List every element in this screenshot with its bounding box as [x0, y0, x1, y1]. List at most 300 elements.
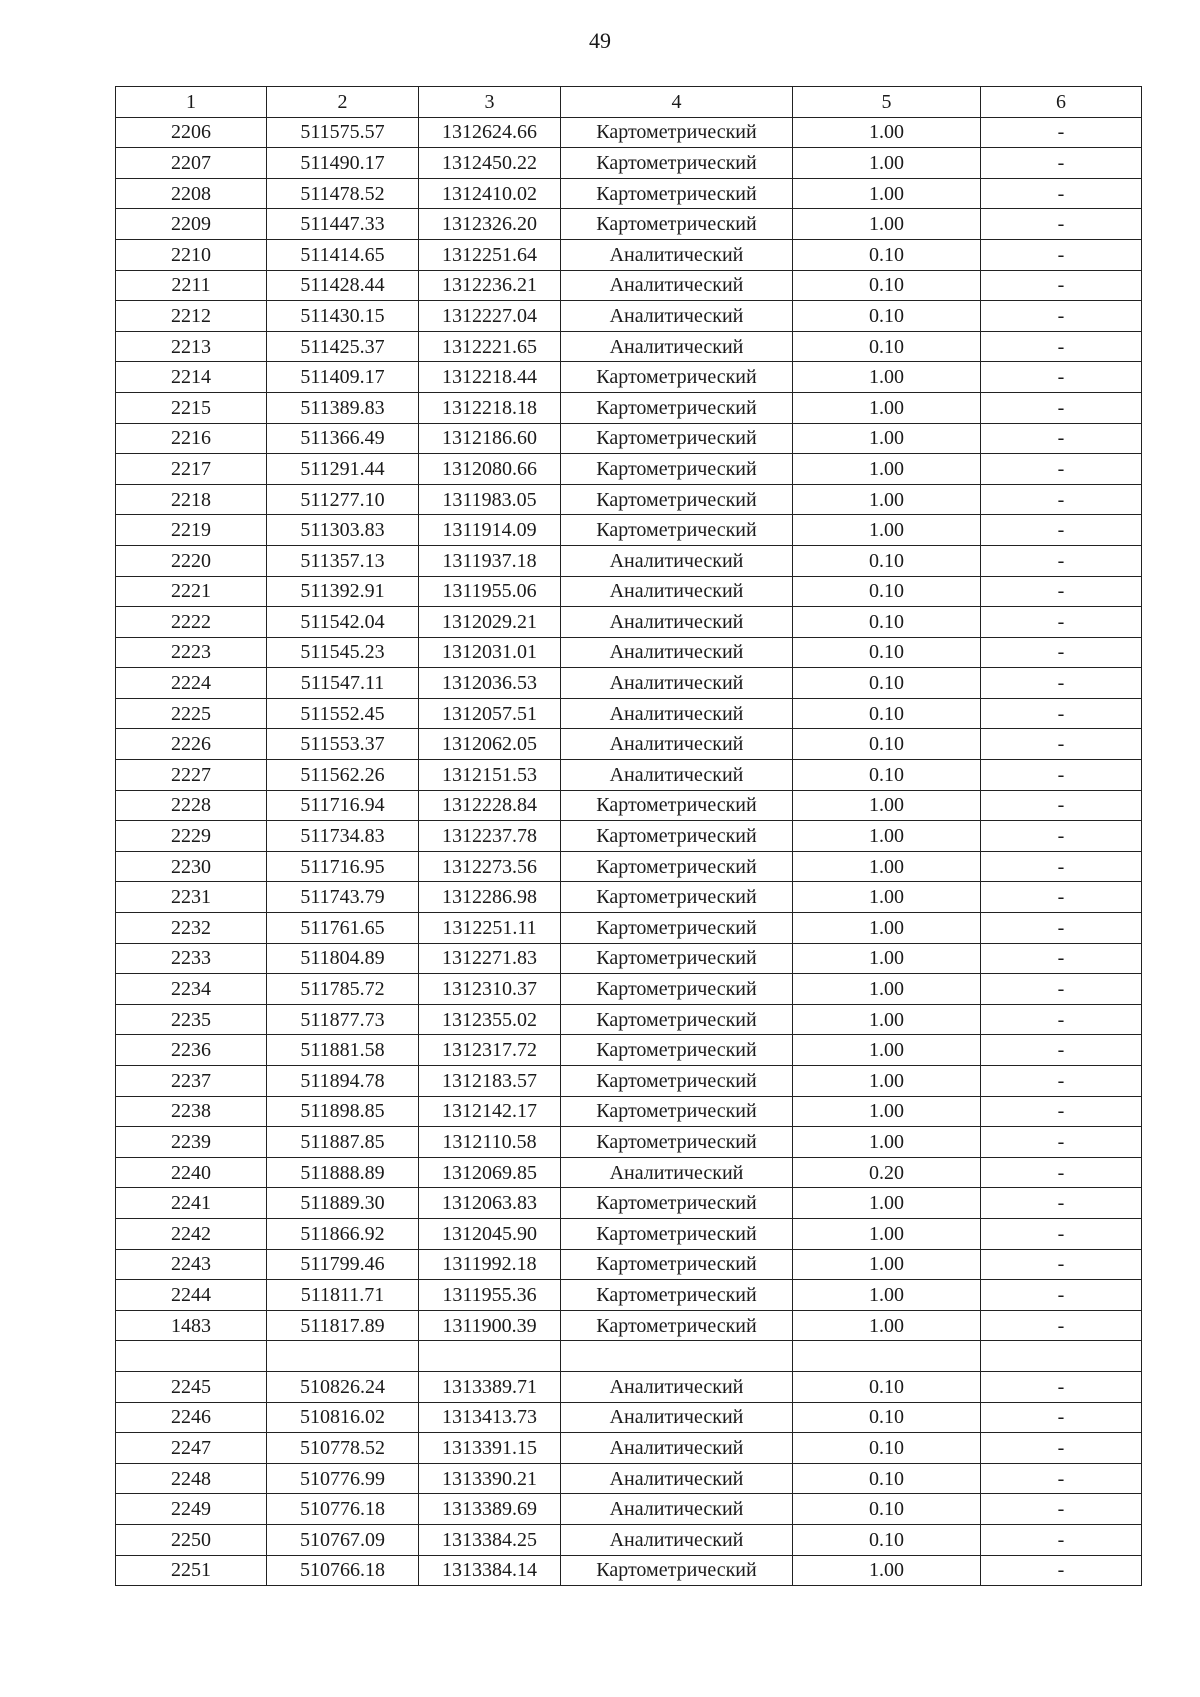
table-cell: 1312450.22 — [419, 148, 561, 179]
table-cell: 2228 — [116, 790, 267, 821]
table-cell: - — [981, 943, 1142, 974]
table-cell: 1312029.21 — [419, 607, 561, 638]
table-cell: - — [981, 1188, 1142, 1219]
table-cell: 1312355.02 — [419, 1004, 561, 1035]
table-cell: 511716.94 — [267, 790, 419, 821]
table-cell: Аналитический — [561, 239, 793, 270]
table-cell: - — [981, 729, 1142, 760]
table-cell — [981, 1341, 1142, 1372]
table-cell: 1311983.05 — [419, 484, 561, 515]
table-cell: 511553.37 — [267, 729, 419, 760]
table-row — [116, 974, 1142, 1005]
table-row — [116, 1004, 1142, 1035]
table-row — [116, 668, 1142, 699]
table-cell: 0.10 — [793, 545, 981, 576]
table-cell: - — [981, 1157, 1142, 1188]
table-cell: Картометрический — [561, 974, 793, 1005]
table-cell: 1.00 — [793, 209, 981, 240]
table-row — [116, 1066, 1142, 1097]
table-cell: - — [981, 790, 1142, 821]
table-row — [116, 1310, 1142, 1341]
table-cell: 2247 — [116, 1433, 267, 1464]
table-cell: 1313384.14 — [419, 1555, 561, 1586]
table-cell: - — [981, 760, 1142, 791]
table-cell: 2242 — [116, 1218, 267, 1249]
table-cell: 1.00 — [793, 974, 981, 1005]
table-cell: 511866.92 — [267, 1218, 419, 1249]
table-cell: 510816.02 — [267, 1402, 419, 1433]
table-cell: Картометрический — [561, 1127, 793, 1158]
table-cell: Картометрический — [561, 1066, 793, 1097]
table-cell: 1312063.83 — [419, 1188, 561, 1219]
column-header: 4 — [561, 87, 793, 118]
table-cell: Аналитический — [561, 576, 793, 607]
table-cell: 2206 — [116, 117, 267, 148]
table-cell: 2245 — [116, 1371, 267, 1402]
table-cell: 1311955.06 — [419, 576, 561, 607]
table-cell — [561, 1341, 793, 1372]
table-cell: 0.10 — [793, 270, 981, 301]
table-row — [116, 821, 1142, 852]
table-cell: 511894.78 — [267, 1066, 419, 1097]
table-cell: 1312251.64 — [419, 239, 561, 270]
table-cell: Аналитический — [561, 607, 793, 638]
table-cell: 2232 — [116, 913, 267, 944]
table-cell: 511761.65 — [267, 913, 419, 944]
table-cell: 1.00 — [793, 943, 981, 974]
table-cell: 1.00 — [793, 1188, 981, 1219]
table-cell: - — [981, 1433, 1142, 1464]
table-cell: Картометрический — [561, 790, 793, 821]
table-cell: Аналитический — [561, 1463, 793, 1494]
table-cell: 2216 — [116, 423, 267, 454]
table-cell: Картометрический — [561, 392, 793, 423]
table-cell: 0.10 — [793, 1402, 981, 1433]
table-cell: 2223 — [116, 637, 267, 668]
table-cell: 1312227.04 — [419, 301, 561, 332]
table-row — [116, 943, 1142, 974]
table-cell: 510767.09 — [267, 1524, 419, 1555]
table-cell: 511743.79 — [267, 882, 419, 913]
table-cell: 2214 — [116, 362, 267, 393]
table-cell: Аналитический — [561, 637, 793, 668]
table-cell: 2208 — [116, 178, 267, 209]
table-row — [116, 117, 1142, 148]
table-cell: Аналитический — [561, 1371, 793, 1402]
table-row — [116, 1249, 1142, 1280]
column-header: 3 — [419, 87, 561, 118]
table-cell: 1311955.36 — [419, 1280, 561, 1311]
table-cell: 511409.17 — [267, 362, 419, 393]
table-cell: 511877.73 — [267, 1004, 419, 1035]
table-cell: 511430.15 — [267, 301, 419, 332]
table-cell: 1.00 — [793, 1280, 981, 1311]
table-row — [116, 1433, 1142, 1464]
table-row — [116, 1157, 1142, 1188]
table-cell: - — [981, 974, 1142, 1005]
table-cell: 1312236.21 — [419, 270, 561, 301]
table-cell: 511817.89 — [267, 1310, 419, 1341]
table-row — [116, 545, 1142, 576]
table-cell: 511545.23 — [267, 637, 419, 668]
table-cell: 1312410.02 — [419, 178, 561, 209]
table-row — [116, 362, 1142, 393]
table-cell: - — [981, 821, 1142, 852]
table-row — [116, 1218, 1142, 1249]
table-cell: 511811.71 — [267, 1280, 419, 1311]
table-row — [116, 1280, 1142, 1311]
table-cell: 1.00 — [793, 1249, 981, 1280]
table-cell: 2250 — [116, 1524, 267, 1555]
table-cell: - — [981, 515, 1142, 546]
table-cell: - — [981, 1004, 1142, 1035]
table-cell: 1483 — [116, 1310, 267, 1341]
table-cell: - — [981, 1280, 1142, 1311]
table-cell: 2211 — [116, 270, 267, 301]
table-cell: - — [981, 392, 1142, 423]
table-cell: 0.10 — [793, 576, 981, 607]
table-cell: 2246 — [116, 1402, 267, 1433]
table-row — [116, 1555, 1142, 1586]
table-row — [116, 178, 1142, 209]
table-cell: 2226 — [116, 729, 267, 760]
table-cell: 0.10 — [793, 1524, 981, 1555]
table-cell: - — [981, 698, 1142, 729]
table-cell: 2225 — [116, 698, 267, 729]
table-cell — [116, 1341, 267, 1372]
table-cell: Аналитический — [561, 301, 793, 332]
table-cell: Аналитический — [561, 1402, 793, 1433]
table-cell: 2224 — [116, 668, 267, 699]
table-cell: - — [981, 301, 1142, 332]
table-cell: 2221 — [116, 576, 267, 607]
table-cell: Картометрический — [561, 1035, 793, 1066]
table-cell: 1311914.09 — [419, 515, 561, 546]
table-cell: 511478.52 — [267, 178, 419, 209]
table-cell — [419, 1341, 561, 1372]
table-cell: 511414.65 — [267, 239, 419, 270]
table-cell: 1.00 — [793, 1066, 981, 1097]
table-cell: 2222 — [116, 607, 267, 638]
table-cell: 1312251.11 — [419, 913, 561, 944]
table-cell: 1313389.71 — [419, 1371, 561, 1402]
table-cell: 1312057.51 — [419, 698, 561, 729]
table-cell: 2238 — [116, 1096, 267, 1127]
table-cell: 510778.52 — [267, 1433, 419, 1464]
table-cell: 2241 — [116, 1188, 267, 1219]
table-cell: 2248 — [116, 1463, 267, 1494]
table-cell: Картометрический — [561, 1004, 793, 1035]
table-cell: Картометрический — [561, 515, 793, 546]
table-body — [116, 117, 1142, 1586]
column-header: 1 — [116, 87, 267, 118]
table-cell: 1.00 — [793, 1310, 981, 1341]
table-cell: 2227 — [116, 760, 267, 791]
table-cell: 1312624.66 — [419, 117, 561, 148]
table-row — [116, 790, 1142, 821]
table-cell: - — [981, 1371, 1142, 1402]
table-cell: 1312142.17 — [419, 1096, 561, 1127]
table-cell: Аналитический — [561, 668, 793, 699]
table-cell: 1311900.39 — [419, 1310, 561, 1341]
table-cell: 2229 — [116, 821, 267, 852]
column-header: 5 — [793, 87, 981, 118]
page-number: 49 — [589, 28, 611, 53]
table-cell: 0.10 — [793, 729, 981, 760]
table-cell: - — [981, 1463, 1142, 1494]
table-cell: 511889.30 — [267, 1188, 419, 1219]
table-cell: 0.10 — [793, 637, 981, 668]
table-cell: Аналитический — [561, 698, 793, 729]
table-cell: 1.00 — [793, 1035, 981, 1066]
table-cell: 2231 — [116, 882, 267, 913]
table-cell: 511490.17 — [267, 148, 419, 179]
table-cell: - — [981, 362, 1142, 393]
table-cell: 1.00 — [793, 484, 981, 515]
table-cell: 1.00 — [793, 790, 981, 821]
table-cell: 511428.44 — [267, 270, 419, 301]
table-cell: Картометрический — [561, 454, 793, 485]
table-cell: 1311992.18 — [419, 1249, 561, 1280]
table-cell: 1.00 — [793, 117, 981, 148]
table-cell: 1312286.98 — [419, 882, 561, 913]
table-row — [116, 1494, 1142, 1525]
table-cell: 1313390.21 — [419, 1463, 561, 1494]
table-cell: 1.00 — [793, 362, 981, 393]
table-cell: Аналитический — [561, 331, 793, 362]
table-cell: 1313389.69 — [419, 1494, 561, 1525]
table-cell: 1.00 — [793, 148, 981, 179]
table-cell: 1.00 — [793, 882, 981, 913]
table-cell: - — [981, 1066, 1142, 1097]
table-cell: 511303.83 — [267, 515, 419, 546]
table-cell: Картометрический — [561, 1218, 793, 1249]
table-cell: 0.10 — [793, 239, 981, 270]
table-row — [116, 515, 1142, 546]
table-cell: - — [981, 1555, 1142, 1586]
table-cell: 1311937.18 — [419, 545, 561, 576]
table-cell: Картометрический — [561, 943, 793, 974]
table-cell: Картометрический — [561, 851, 793, 882]
table-cell: Аналитический — [561, 760, 793, 791]
table-cell: 2236 — [116, 1035, 267, 1066]
table-cell: 0.10 — [793, 668, 981, 699]
table-cell: 1.00 — [793, 392, 981, 423]
table-cell: Картометрический — [561, 484, 793, 515]
table-row — [116, 1371, 1142, 1402]
table-cell: - — [981, 1035, 1142, 1066]
table-cell: 1312151.53 — [419, 760, 561, 791]
table-cell: Картометрический — [561, 1280, 793, 1311]
table-cell: - — [981, 117, 1142, 148]
table-cell: 511552.45 — [267, 698, 419, 729]
table-cell: 1312317.72 — [419, 1035, 561, 1066]
table-cell: 2244 — [116, 1280, 267, 1311]
table-cell — [267, 1341, 419, 1372]
table-cell: 2209 — [116, 209, 267, 240]
table-cell: 1.00 — [793, 423, 981, 454]
table-cell: Картометрический — [561, 913, 793, 944]
table-cell: - — [981, 545, 1142, 576]
column-header: 6 — [981, 87, 1142, 118]
table-row — [116, 913, 1142, 944]
table-cell: 1312183.57 — [419, 1066, 561, 1097]
table-cell: 1312031.01 — [419, 637, 561, 668]
table-cell: 511425.37 — [267, 331, 419, 362]
table-cell: 1312237.78 — [419, 821, 561, 852]
table-cell: - — [981, 607, 1142, 638]
table-cell: 0.10 — [793, 1463, 981, 1494]
table-cell: 2217 — [116, 454, 267, 485]
table-cell: 511542.04 — [267, 607, 419, 638]
table-cell: - — [981, 178, 1142, 209]
table-header-row — [116, 87, 1142, 118]
table-cell: 0.10 — [793, 301, 981, 332]
table-cell — [793, 1341, 981, 1372]
table-cell: Аналитический — [561, 1157, 793, 1188]
table-cell: 0.10 — [793, 760, 981, 791]
table-cell: 511291.44 — [267, 454, 419, 485]
table-cell: 1312186.60 — [419, 423, 561, 454]
table-cell: 1312228.84 — [419, 790, 561, 821]
table-cell: 1312221.65 — [419, 331, 561, 362]
table-cell: 510776.99 — [267, 1463, 419, 1494]
table-cell: - — [981, 209, 1142, 240]
table-cell: 1.00 — [793, 821, 981, 852]
table-cell: 1312110.58 — [419, 1127, 561, 1158]
table-cell: 2218 — [116, 484, 267, 515]
table-cell: 2220 — [116, 545, 267, 576]
table-cell: Аналитический — [561, 729, 793, 760]
table-cell: 1.00 — [793, 515, 981, 546]
table-cell: 1.00 — [793, 851, 981, 882]
table-row — [116, 454, 1142, 485]
table-cell: 2251 — [116, 1555, 267, 1586]
table-cell: 1312218.18 — [419, 392, 561, 423]
table-cell: - — [981, 1524, 1142, 1555]
table-cell: - — [981, 270, 1142, 301]
table-cell: 0.10 — [793, 1494, 981, 1525]
table-cell: 511881.58 — [267, 1035, 419, 1066]
table-cell: - — [981, 1218, 1142, 1249]
table-row — [116, 484, 1142, 515]
table-cell: - — [981, 239, 1142, 270]
table-cell: 1.00 — [793, 454, 981, 485]
table-cell: 0.10 — [793, 698, 981, 729]
table-cell: 511277.10 — [267, 484, 419, 515]
table-cell: - — [981, 851, 1142, 882]
table-cell: 511804.89 — [267, 943, 419, 974]
table-cell: Аналитический — [561, 1494, 793, 1525]
table-row — [116, 1341, 1142, 1372]
table-cell: 2237 — [116, 1066, 267, 1097]
table-row — [116, 637, 1142, 668]
table-cell: Картометрический — [561, 178, 793, 209]
table-cell: 2213 — [116, 331, 267, 362]
table-cell: 2219 — [116, 515, 267, 546]
table-cell: 2230 — [116, 851, 267, 882]
table-cell: 2234 — [116, 974, 267, 1005]
table-cell: 511716.95 — [267, 851, 419, 882]
table-cell: Картометрический — [561, 1249, 793, 1280]
table-row — [116, 301, 1142, 332]
table-cell: - — [981, 148, 1142, 179]
table-cell: 2210 — [116, 239, 267, 270]
table-cell: 510776.18 — [267, 1494, 419, 1525]
table-cell: 511389.83 — [267, 392, 419, 423]
table-cell: - — [981, 1402, 1142, 1433]
table-row — [116, 1096, 1142, 1127]
table-cell: Картометрический — [561, 882, 793, 913]
table-cell: 1312036.53 — [419, 668, 561, 699]
table-row — [116, 239, 1142, 270]
table-row — [116, 851, 1142, 882]
table-cell: 2239 — [116, 1127, 267, 1158]
table-cell: Аналитический — [561, 1433, 793, 1464]
table-cell: 511366.49 — [267, 423, 419, 454]
table-cell: 511799.46 — [267, 1249, 419, 1280]
table-row — [116, 760, 1142, 791]
table-cell: Картометрический — [561, 362, 793, 393]
table-row — [116, 1524, 1142, 1555]
table-cell: 1313384.25 — [419, 1524, 561, 1555]
table-cell: 0.20 — [793, 1157, 981, 1188]
table-cell: 511575.57 — [267, 117, 419, 148]
table-cell: 1.00 — [793, 913, 981, 944]
table-cell: - — [981, 423, 1142, 454]
table-cell: 511392.91 — [267, 576, 419, 607]
table-row — [116, 729, 1142, 760]
table-cell: - — [981, 576, 1142, 607]
table-cell: 1313391.15 — [419, 1433, 561, 1464]
table-cell: 0.10 — [793, 1371, 981, 1402]
table-cell: 1312069.85 — [419, 1157, 561, 1188]
table-cell: Картометрический — [561, 209, 793, 240]
table-row — [116, 1402, 1142, 1433]
table-cell: - — [981, 668, 1142, 699]
table-cell: Аналитический — [561, 545, 793, 576]
table-cell: - — [981, 454, 1142, 485]
table-cell: Картометрический — [561, 1555, 793, 1586]
table-row — [116, 576, 1142, 607]
table-cell: Картометрический — [561, 1310, 793, 1341]
table-row — [116, 331, 1142, 362]
table-cell: 511898.85 — [267, 1096, 419, 1127]
table-row — [116, 209, 1142, 240]
table-cell: 1.00 — [793, 1218, 981, 1249]
table-row — [116, 1463, 1142, 1494]
table-cell: Картометрический — [561, 821, 793, 852]
table-cell: 0.10 — [793, 331, 981, 362]
table-cell: Картометрический — [561, 117, 793, 148]
table-cell: 2215 — [116, 392, 267, 423]
table-cell: - — [981, 1249, 1142, 1280]
table-cell: 2212 — [116, 301, 267, 332]
table-cell: 1.00 — [793, 1004, 981, 1035]
table-cell: 2243 — [116, 1249, 267, 1280]
table-cell: 510766.18 — [267, 1555, 419, 1586]
table-cell: Картометрический — [561, 1188, 793, 1219]
table-cell: - — [981, 913, 1142, 944]
table-row — [116, 270, 1142, 301]
table-cell: 2240 — [116, 1157, 267, 1188]
table-cell: - — [981, 1494, 1142, 1525]
table-cell: 0.10 — [793, 607, 981, 638]
table-cell: 1.00 — [793, 178, 981, 209]
table-row — [116, 698, 1142, 729]
table-row — [116, 607, 1142, 638]
table-row — [116, 392, 1142, 423]
